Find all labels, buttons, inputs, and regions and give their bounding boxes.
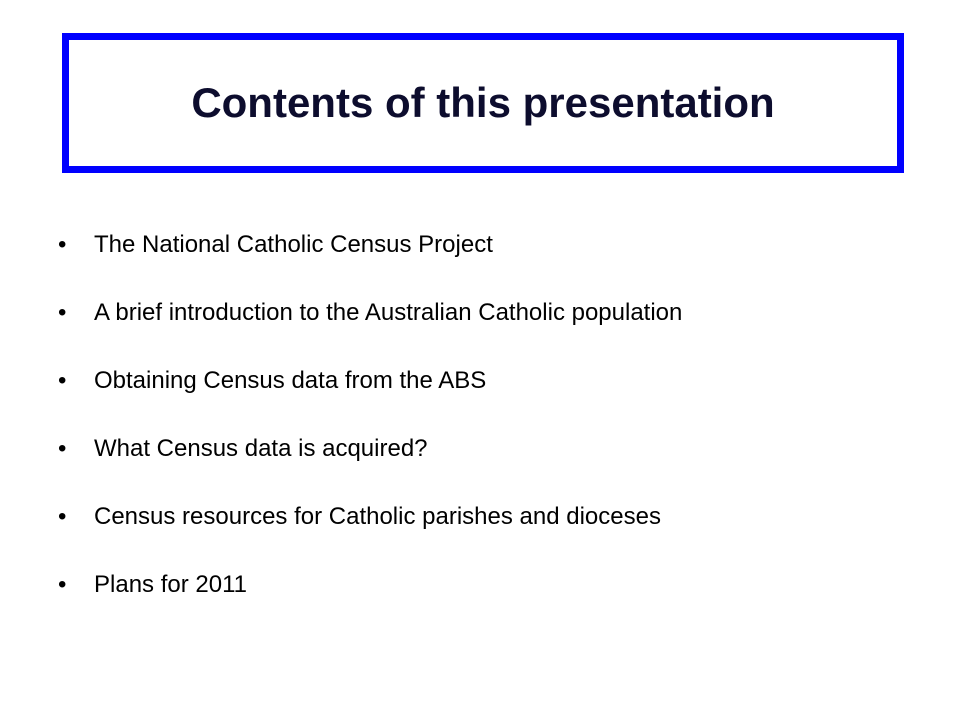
bullet-icon: • (58, 502, 67, 530)
bullet-text: Plans for 2011 (94, 570, 247, 598)
bullet-text: What Census data is acquired? (94, 434, 428, 462)
bullet-text: Obtaining Census data from the ABS (94, 366, 487, 394)
bullet-list (58, 222, 682, 630)
bullet-icon: • (58, 434, 67, 462)
title-box (62, 33, 904, 173)
slide-title: Contents of this presentation (191, 79, 775, 126)
bullet-icon: • (58, 570, 67, 598)
bullet-text: A brief introduction to the Australian Catholic population (94, 298, 683, 326)
list-item (58, 358, 682, 403)
list-item (58, 426, 682, 471)
bullet-icon: • (58, 366, 67, 394)
bullet-icon: • (58, 298, 67, 326)
list-item (58, 562, 682, 607)
list-item (58, 494, 682, 539)
bullet-text: Census resources for Catholic parishes and dioceses (94, 502, 661, 530)
list-item (58, 222, 682, 267)
bullet-text: The National Catholic Census Project (94, 230, 493, 258)
list-item (58, 290, 682, 335)
bullet-icon: • (58, 230, 67, 258)
